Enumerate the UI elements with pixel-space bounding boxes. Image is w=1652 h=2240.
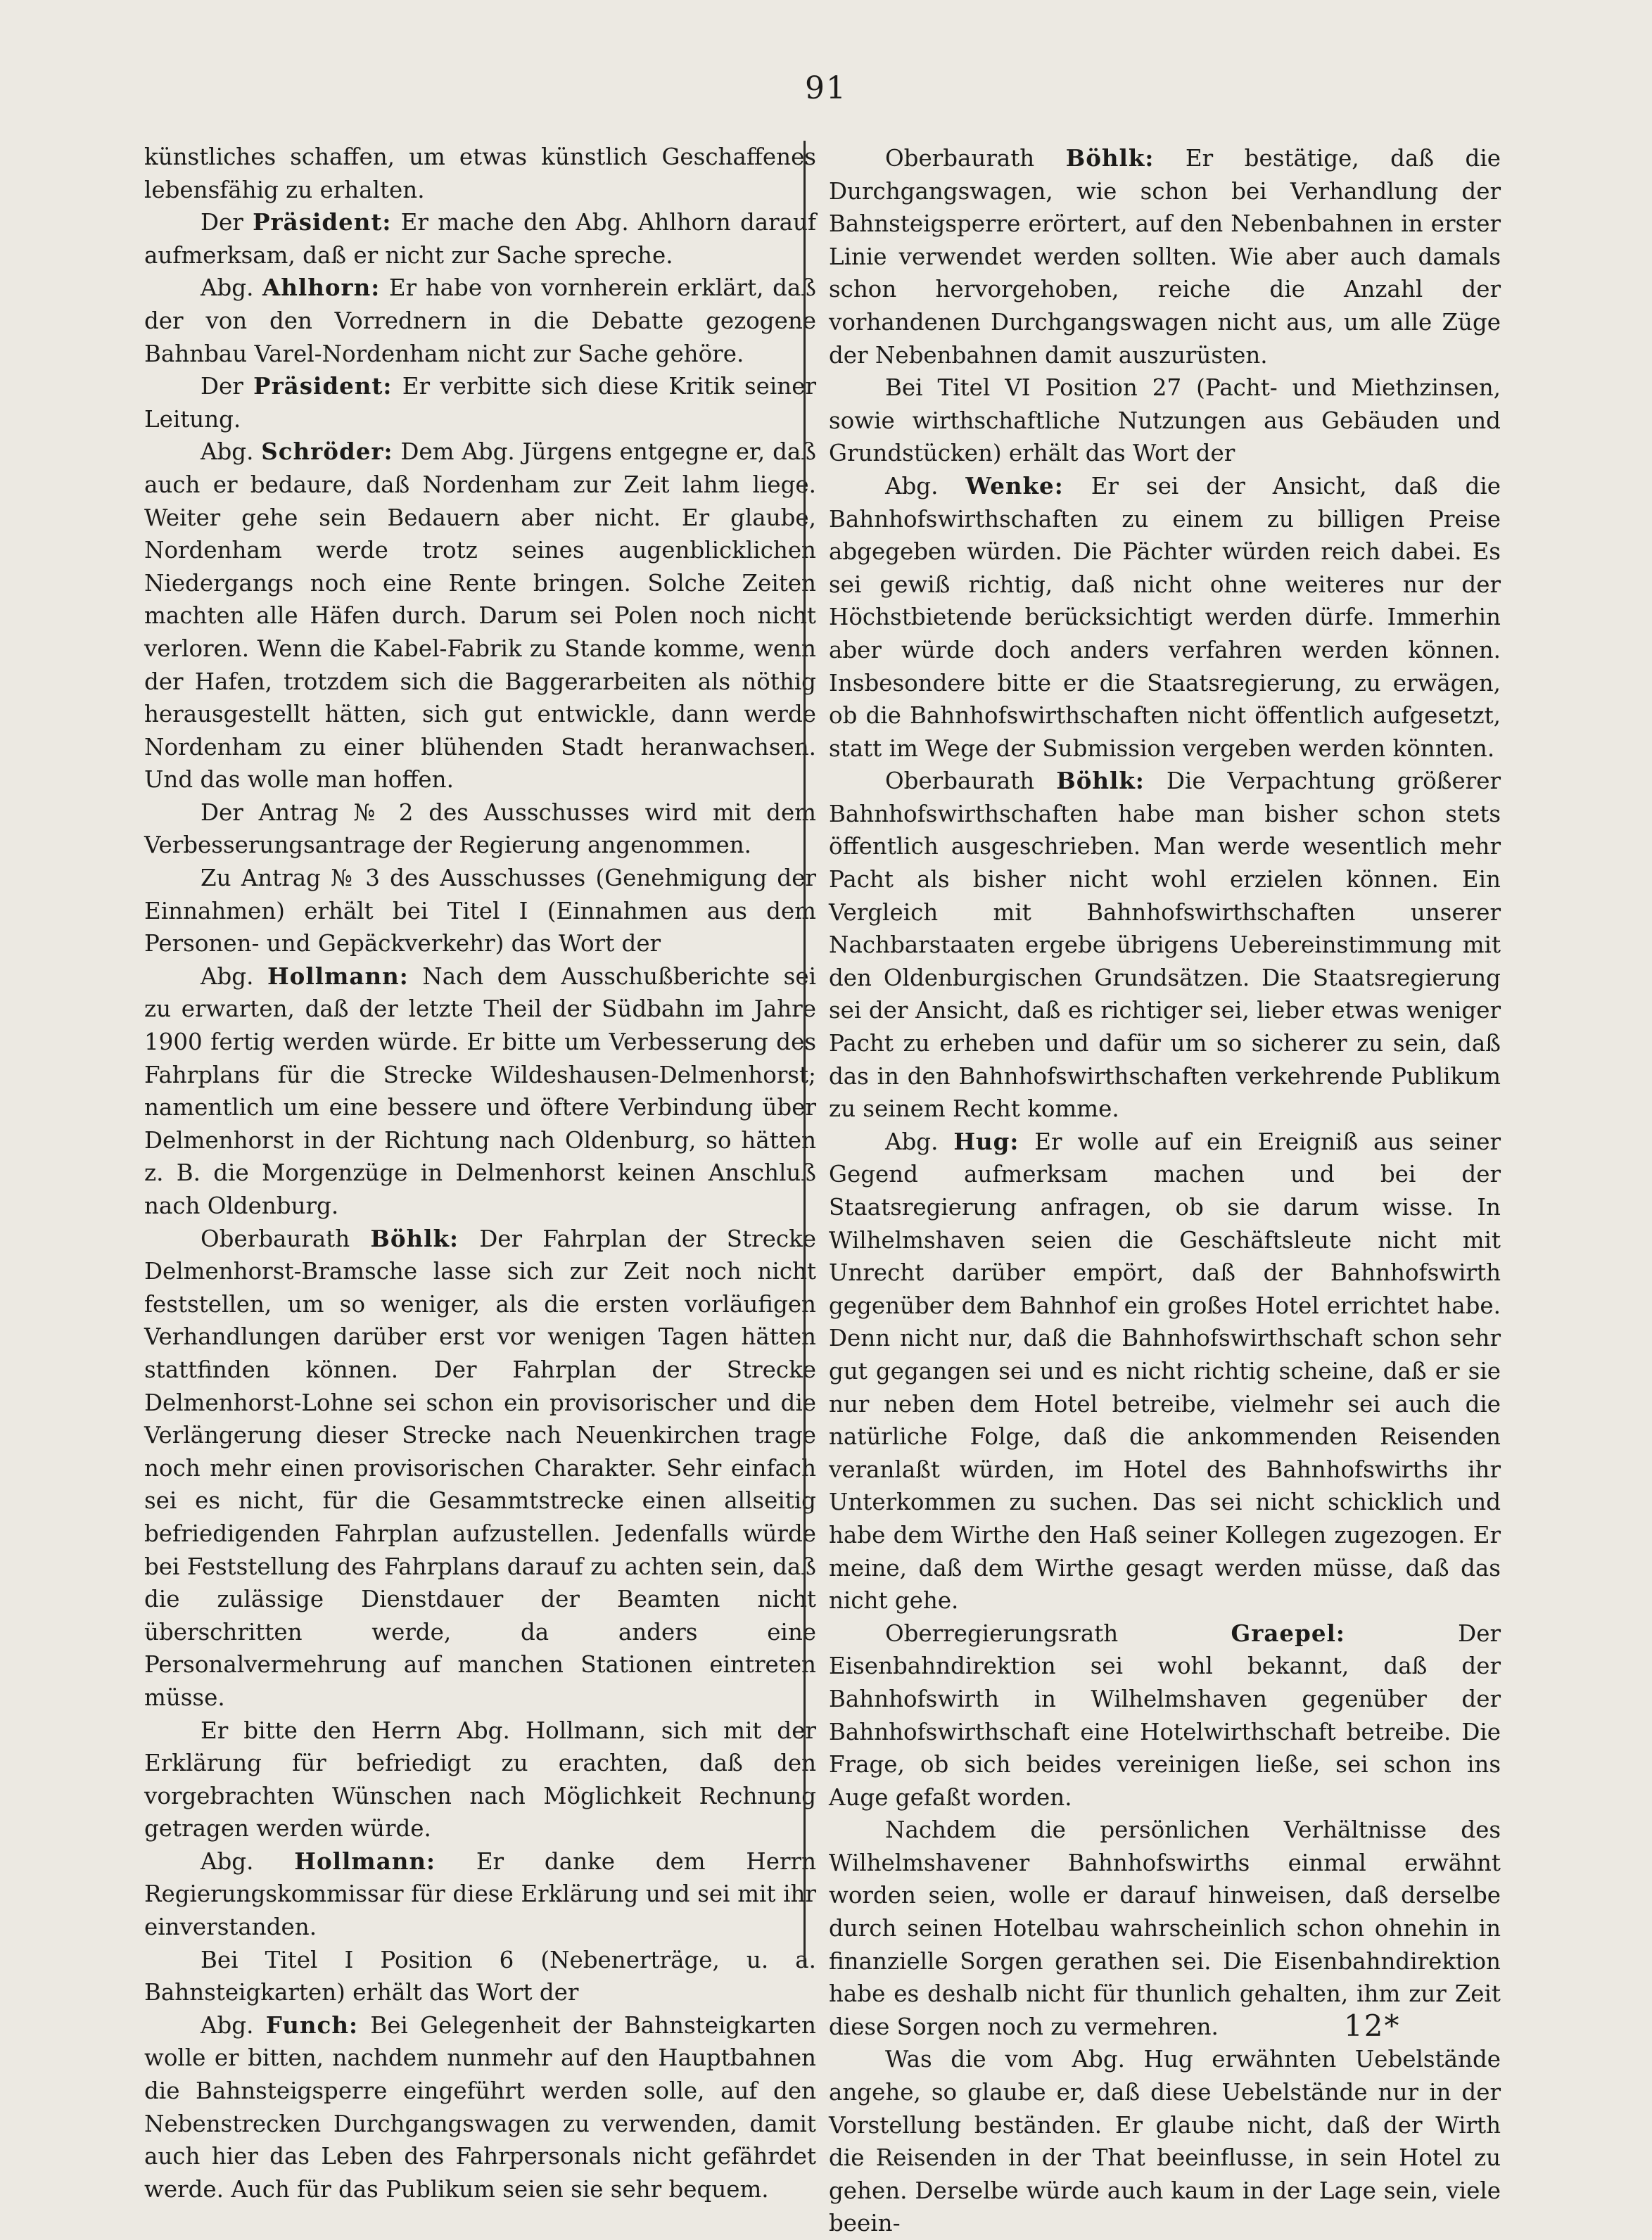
paragraph-text: Er bestätige, daß die Durchgangswagen, wie schon bei Verhandlung der Bahnsteigsperre erörtert, auf den Nebenbahnen in erster Linie verwendet werden sollten. Wie aber auch damals schon hervorgehoben, reiche die Anzahl der vorhandenen Durchgangswagen nicht aus, um alle Züge der Nebenbahnen damit auszurüsten.	[829, 145, 1501, 369]
paragraph-text: Nachdem die persönlichen Verhältnisse des Wilhelmshavener Bahnhofswirths einmal erwähnt worden seien, wolle er darauf hinweisen, daß derselbe durch seinen Hotelbau wahrscheinlich schon ohnehin in finanzielle Sorgen gerathen sei. Die Eisenbahndirektion habe es deshalb nicht für thunlich gehalten, ihm zur Zeit diese Sorgen noch zu vermehren.	[829, 1816, 1501, 2040]
paragraph-text: Die Verpachtung größerer Bahnhofswirthschaften habe man bisher schon stets öffentlich ausgeschrieben. Man werde wesentlich mehr Pacht als bisher nicht wohl erzielen können. Ein Vergleich mit Bahnhofswirthschaften unserer Nachbarstaaten ergebe übrigens Uebereinstimmung mit den Oldenburgischen Grundsätzen. Die Staatsregierung sei der Ansicht, daß es richtiger sei, lieber etwas weniger Pacht zu erheben und dafür um so sicherer zu sein, daß das in den Bahnhofswirthschaften verkehrende Publikum zu seinem Recht komme.	[829, 768, 1501, 1123]
speaker-title: Oberbaurath	[885, 145, 1066, 172]
paragraph	[829, 142, 1501, 371]
speaker-name: Hollmann:	[267, 962, 409, 990]
paragraph-text: Er verbitte sich diese Kritik seiner Leitung.	[144, 373, 816, 433]
paragraph	[144, 370, 816, 435]
paragraph	[144, 862, 816, 960]
sheet-signature: 12*	[1344, 2009, 1401, 2043]
paragraph	[144, 272, 816, 370]
speaker-name: Präsident:	[253, 208, 392, 236]
paragraph	[144, 1714, 816, 1845]
speaker-name: Böhlk:	[1056, 767, 1145, 795]
speaker-name: Hug:	[953, 1127, 1019, 1155]
speaker-title: Abg.	[201, 438, 262, 466]
speaker-name: Funch:	[265, 2011, 358, 2039]
paragraph	[144, 141, 816, 206]
paragraph-text: Der Eisenbahndirektion sei wohl bekannt, daß der Bahnhofswirth in Wilhelmshaven gegenüber der Bahnhofswirthschaft eine Hotelwirthschaft betreibe. Die Frage, ob sich beides vereinigen ließe, sei schon ins Auge gefaßt worden.	[829, 1619, 1501, 1811]
paragraph	[829, 1617, 1501, 1814]
paragraph-text: Er sei der Ansicht, daß die Bahnhofswirthschaften zu einem zu billigen Preise abgegeben würden. Die Pächter würden reich dabei. Es sei gewiß richtig, daß nicht ohne weiteres nur der Höchstbietende berücksichtigt werden dürfe. Immerhin aber würde doch anders verfahren werden können. Insbesondere bitte er die Staatsregierung, zu erwägen, ob die Bahnhofswirthschaften nicht öffentlich aufgesetzt, statt im Wege der Submission vergeben werden könnten.	[829, 472, 1501, 762]
paragraph	[144, 1845, 816, 1944]
speaker-name: Wenke:	[965, 471, 1064, 499]
right-column	[829, 142, 1501, 2240]
paragraph	[144, 960, 816, 1223]
paragraph-text: Dem Abg. Jürgens entgegne er, daß auch er bedaure, daß Nordenham zur Zeit lahm liege. Weiter gehe sein Bedauern aber nicht. Er glaube, Nordenham werde trotz seines augenblicklichen Niedergangs noch eine Rente bringen. Solche Zeiten machten alle Häfen durch. Darum sei Polen noch nicht verloren. Wenn die Kabel-Fabrik zu Stande komme, wenn der Hafen, trotzdem sich die Baggerarbeiten als nöthig herausgestellt hätten, sich gut entwickle, dann werde Nordenham zu einer blühenden Stadt heranwachsen. Und das wolle man hoffen.	[144, 438, 816, 794]
left-column	[144, 141, 816, 2206]
paragraph-text: Was die vom Abg. Hug erwähnten Uebelstände angehe, so glaube er, daß diese Uebelstände nur in der Vorstellung beständen. Er glaube nicht, daß der Wirth die Reisenden in der That beeinflusse, in sein Hotel zu gehen. Derselbe würde auch kaum in der Lage sein, viele beein-	[829, 2046, 1501, 2237]
speaker-title: Abg.	[885, 1128, 954, 1155]
speaker-title: Abg.	[201, 274, 263, 302]
paragraph	[144, 1944, 816, 2009]
paragraph-text: Er wolle auf ein Ereigniß aus seiner Gegend aufmerksam machen und bei der Staatsregierung anfragen, ob sie darum wisse. In Wilhelmshaven seien die Geschäftsleute nicht mit Unrecht darüber empört, daß der Bahnhofswirth gegenüber dem Bahnhof ein großes Hotel errichtet habe. Denn nicht nur, daß die Bahnhofswirthschaft schon sehr gut gegangen sei und es nicht richtig scheine, daß er sie nur neben dem Hotel betreibe, vielmehr sei auch die natürliche Folge, daß die ankommenden Reisenden veranlaßt würden, im Hotel des Bahnhofswirths ihr Unterkommen zu suchen. Das sei nicht schicklich und habe dem Wirthe den Haß seiner Kollegen zugezogen. Er meine, daß dem Wirthe gesagt werden müsse, daß das nicht gehe.	[829, 1128, 1501, 1615]
paragraph-text: Bei Titel VI Position 27 (Pacht- und Miethzinsen, sowie wirthschaftliche Nutzungen aus Gebäuden und Grundstücken) erhält das Wort der	[829, 374, 1501, 467]
paragraph	[829, 2043, 1501, 2240]
paragraph-text: Er mache den Abg. Ahlhorn darauf aufmerksam, daß er nicht zur Sache spreche.	[144, 209, 816, 269]
paragraph	[829, 765, 1501, 1126]
paragraph-text: Nach dem Ausschußberichte sei zu erwarten, daß der letzte Theil der Südbahn im Jahre 1900 fertig werden würde. Er bitte um Verbesserung des Fahrplans für die Strecke Wildeshausen-Delmenhorst; namentlich um eine bessere und öftere Verbindung über Delmenhorst in der Richtung nach Oldenburg, so hätten z. B. die Morgenzüge in Delmenhorst keinen Anschluß nach Oldenburg.	[144, 962, 816, 1219]
paragraph-text: Der Antrag № 2 des Ausschusses wird mit dem Verbesserungsantrage der Regierung angenommen.	[144, 798, 816, 859]
speaker-title: Oberregierungsrath	[885, 1619, 1231, 1647]
speaker-title: Abg.	[885, 472, 966, 499]
speaker-title: Der	[201, 209, 253, 236]
paragraph-text: Er bitte den Herrn Abg. Hollmann, sich mit der Erklärung für befriedigt zu erachten, daß den vorgebrachten Wünschen nach Möglichkeit Rechnung getragen werden würde.	[144, 1717, 816, 1843]
paragraph	[829, 1126, 1501, 1617]
speaker-name: Böhlk:	[1065, 144, 1155, 172]
page-number: 91	[805, 70, 847, 106]
paragraph	[144, 796, 816, 862]
speaker-name: Schröder:	[261, 438, 393, 466]
paragraph-text: Bei Gelegenheit der Bahnsteigkarten wolle er bitten, nachdem nunmehr auf den Hauptbahnen die Bahnsteigsperre eingeführt werden solle, auf den Nebenstrecken Durchgangswagen zu verwenden, damit auch hier das Leben des Fahrpersonals nicht gefährdet werde. Auch für das Publikum seien sie sehr bequem.	[144, 2011, 816, 2203]
speaker-name: Graepel:	[1231, 1619, 1345, 1647]
paragraph	[144, 435, 816, 796]
speaker-name: Böhlk:	[370, 1224, 459, 1252]
speaker-title: Der	[201, 373, 254, 400]
paragraph-text: Zu Antrag № 3 des Ausschusses (Genehmigung der Einnahmen) erhält bei Titel I (Einnahmen aus dem Personen- und Gepäckverkehr) das Wort der	[144, 865, 816, 957]
column-divider	[803, 141, 806, 1966]
paragraph-text: künstliches schaffen, um etwas künstlich Geschaffenes lebensfähig zu erhalten.	[144, 144, 816, 203]
speaker-title: Abg.	[201, 1847, 295, 1875]
paragraph-text: Der Fahrplan der Strecke Delmenhorst-Bramsche lasse sich zur Zeit noch nicht feststellen, um so weniger, als die ersten vorläufigen Verhandlungen darüber erst vor wenigen Tagen hätten stattfinden können. Der Fahrplan der Strecke Delmenhorst-Lohne sei schon ein provisorischer und die Verlängerung dieser Strecke nach Neuenkirchen trage noch mehr einen provisorischen Charakter. Sehr einfach sei es nicht, für die Gesammtstrecke einen allseitig befriedigenden Fahrplan aufzustellen. Jedenfalls würde bei Feststellung des Fahrplans darauf zu achten sein, daß die zulässige Dienstdauer der Beamten nicht überschritten werde, da anders eine Personalvermehrung auf manchen Stationen eintreten müsse.	[144, 1225, 816, 1711]
speaker-title: Abg.	[201, 962, 267, 990]
speaker-name: Hollmann:	[294, 1847, 436, 1875]
paragraph-text: Er habe von vornherein erklärt, daß der von den Vorrednern in die Debatte gezogene Bahnbau Varel-Nordenham nicht zur Sache gehöre.	[144, 274, 816, 367]
paragraph	[144, 1223, 816, 1714]
speaker-name: Ahlhorn:	[262, 274, 381, 302]
paragraph	[144, 2009, 816, 2206]
paragraph	[829, 371, 1501, 470]
speaker-title: Oberbaurath	[885, 768, 1057, 795]
speaker-title: Abg.	[201, 2011, 266, 2039]
speaker-title: Oberbaurath	[201, 1225, 371, 1252]
paragraph-text: Bei Titel I Position 6 (Nebenerträge, u. a. Bahnsteigkarten) erhält das Wort der	[144, 1946, 816, 2006]
paragraph	[144, 206, 816, 272]
speaker-name: Präsident:	[253, 372, 393, 400]
paragraph-text: Er danke dem Herrn Regierungskommissar für diese Erklärung und sei mit ihr einverstanden.	[144, 1847, 816, 1941]
paragraph	[829, 470, 1501, 765]
